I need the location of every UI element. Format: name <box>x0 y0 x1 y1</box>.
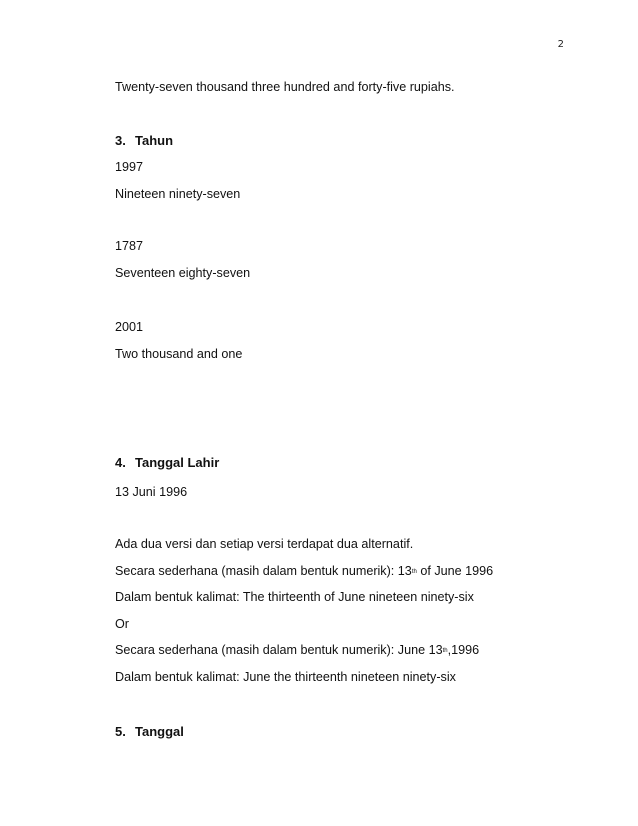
or-label: Or <box>115 617 129 631</box>
year-example-3-words: Two thousand and one <box>115 347 243 361</box>
simple-form-2-ordinal: th <box>442 648 448 654</box>
section-4-title: Tanggal Lahir <box>135 455 220 470</box>
section-5-number: 5. <box>115 724 126 739</box>
simple-form-1 <box>115 564 493 579</box>
simple-form-1-suffix: of June 1996 <box>416 564 494 578</box>
page-number: 2 <box>557 39 564 50</box>
sentence-form-1: Dalam bentuk kalimat: The thirteenth of June nineteen ninety-six <box>115 590 474 604</box>
section-5-heading <box>115 724 184 739</box>
section-4-heading <box>115 455 219 470</box>
simple-form-2-suffix: ,1996 <box>447 643 480 657</box>
year-example-3-number: 2001 <box>115 320 144 334</box>
simple-form-2-prefix: Secara sederhana (masih dalam bentuk numerik): June 13 <box>115 643 443 657</box>
section-3-number: 3. <box>115 133 126 148</box>
versions-intro: Ada dua versi dan setiap versi terdapat dua alternatif. <box>115 537 414 551</box>
section-5-title: Tanggal <box>135 724 184 739</box>
year-example-2-number: 1787 <box>115 239 144 253</box>
year-example-2-words: Seventeen eighty-seven <box>115 266 251 280</box>
simple-form-2 <box>115 643 479 658</box>
section-4-number: 4. <box>115 455 126 470</box>
birth-date: 13 Juni 1996 <box>115 485 188 499</box>
section-3-title: Tahun <box>135 133 174 148</box>
sentence-form-2: Dalam bentuk kalimat: June the thirteenth nineteen ninety-six <box>115 670 456 684</box>
year-example-1-words: Nineteen ninety-seven <box>115 187 241 201</box>
year-example-1-number: 1997 <box>115 160 144 174</box>
intro-line: Twenty-seven thousand three hundred and forty-five rupiahs. <box>115 80 455 94</box>
section-3-heading <box>115 133 173 148</box>
simple-form-1-prefix: Secara sederhana (masih dalam bentuk numerik): 13 <box>115 564 412 578</box>
simple-form-1-ordinal: th <box>411 569 417 575</box>
